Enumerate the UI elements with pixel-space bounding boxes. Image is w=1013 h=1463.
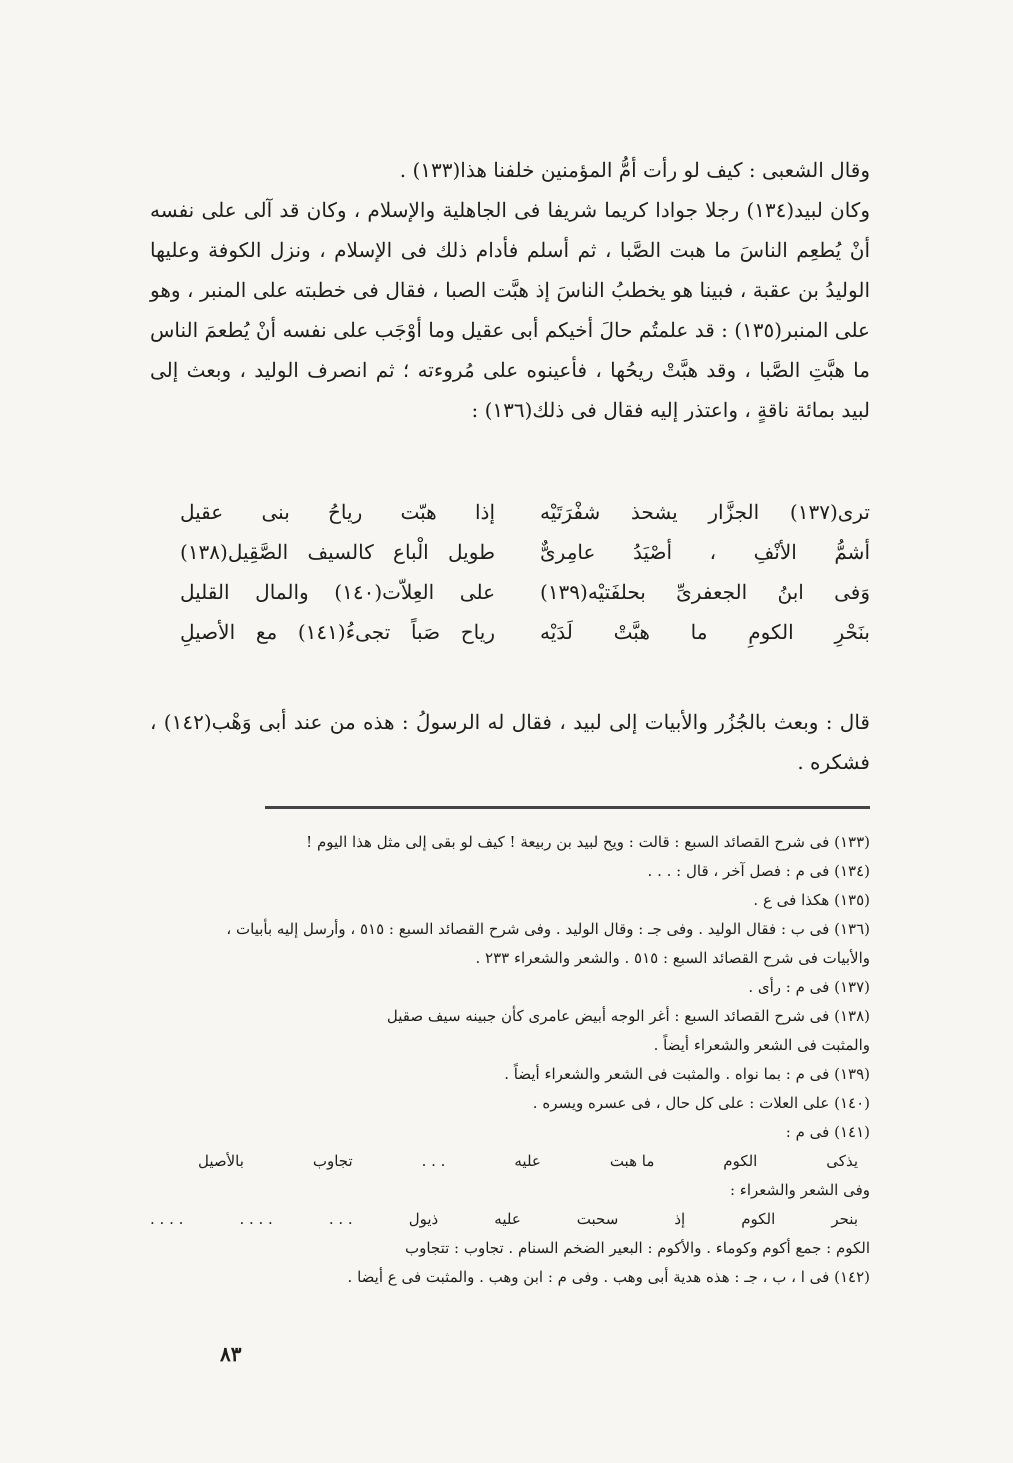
verse-word: تجاوب — [312, 1152, 353, 1170]
verse-word: عليه — [514, 1152, 541, 1170]
footnote-141-label: وفى الشعر والشعراء : — [729, 1181, 870, 1199]
footnote-verse-variant-a — [198, 1147, 858, 1176]
footnote-136: (١٣٦) فى ب : فقال الوليد . وفى جـ : وقال الوليد . وفى شرح القصائد السبع : ٥١٥ ، وأرسل إليه بأبيات ، — [226, 920, 870, 938]
main-text — [150, 150, 870, 430]
verse-hemistich-first: أشمُّ الأنْفِ ، أصْيَدُ عامِرىٌّ — [540, 540, 870, 564]
verse-hemistich-first: بنَحْرِ الكومِ ما هبَّتْ لَدَيْه — [540, 620, 870, 644]
footnote-136-cont: والأبيات فى شرح القصائد السبع : ٥١٥ . والشعر والشعراء ٢٣٣ . — [475, 949, 870, 967]
footnote-133: (١٣٣) فى شرح القصائد السبع : قالت : ويح لبيد بن ربيعة ! كيف لو بقى إلى مثل هذا اليوم ! — [306, 833, 870, 851]
verse-word: بالأصيل — [198, 1152, 244, 1170]
verse-word: الكوم — [723, 1152, 758, 1170]
footnote-137: (١٣٧) فى م : رأى . — [748, 978, 870, 996]
footnote-138-cont: والمثبت فى الشعر والشعراء أيضاً . — [653, 1036, 870, 1054]
verse-word: . . . — [328, 1210, 353, 1228]
poem — [180, 492, 870, 652]
footnote-verse-variant-b — [150, 1205, 858, 1234]
verse-hemistich-second: إذا هبّت رياحُ بنى عقيل — [180, 500, 495, 524]
verse-word: إذ — [674, 1210, 686, 1228]
paragraph-2: وكان لبيد(١٣٤) رجلا جوادا كريما شريفا فى الجاهلية والإسلام ، وكان قد آلى على نفسه أنْ يُطعِم الناسَ ما هبت الصَّبا ، ثم أسلم فأدام ذلك فى الإسلام ، ونزل الكوفة وعليها الوليدُ بن عقبة ، فبينا هو يخطبُ الناسَ إذ هبَّت الصبا ، فقال فى خطبته على المنبر ، وهو على المنبر(١٣٥) : قد علمتُم حالَ أخيكم أبى عقيل وما أوْجَب على نفسه أنْ يُطعمَ الناس ما هبَّتِ الصَّبا ، وقد هبَّتْ ريحُها ، فأعينوه على مُروءته ؛ ثم انصرف الوليد ، وبعث إلى لبيد بمائة ناقةٍ ، واعتذر إليه فقال فى ذلك(١٣٦) : — [150, 198, 871, 422]
verse-hemistich-second: على العِلاّت(١٤٠) والمال القليل — [180, 580, 495, 604]
verse-word: ما هبت — [609, 1152, 655, 1170]
verse-line — [180, 612, 870, 652]
verse-word: عليه — [494, 1210, 521, 1228]
verse-word: يذكى — [826, 1152, 858, 1170]
footnote-139: (١٣٩) فى م : بما نواه . والمثبت فى الشعر والشعراء أيضاً . — [504, 1065, 870, 1083]
verse-word: . . . . — [239, 1210, 273, 1228]
verse-line — [180, 492, 870, 532]
verse-line — [180, 572, 870, 612]
verse-word: الكوم — [741, 1210, 776, 1228]
verse-word: بنحر — [831, 1210, 858, 1228]
verse-line — [180, 532, 870, 572]
footnotes — [150, 828, 870, 1292]
footnote-134: (١٣٤) فى م : فصل آخر ، قال : . . . — [647, 862, 870, 880]
verse-word: . . . . — [150, 1210, 184, 1228]
closing-paragraph — [150, 702, 870, 782]
verse-hemistich-first: ترى(١٣٧) الجزَّار يشحذ شفْرَتَيْه — [540, 500, 870, 524]
verse-word: سحبت — [576, 1210, 619, 1228]
verse-word: ذيول — [408, 1210, 439, 1228]
verse-hemistich-first: وَفى ابنُ الجعفرىِّ بحلفَتيْه(١٣٩) — [540, 580, 870, 604]
verse-hemistich-second: رياح صَباً تجىءُ(١٤١) مع الأصيلِ — [180, 620, 495, 644]
verse-word: . . . — [421, 1152, 446, 1170]
footnote-141-gloss: الكوم : جمع أكوم وكوماء . والأكوم : البعير الضخم السنام . تجاوب : تتجاوب — [404, 1239, 870, 1257]
footnote-142: (١٤٢) فى ا ، ب ، جـ : هذه هدية أبى وهب . وفى م : ابن وهب . والمثبت فى ع أيضا . — [347, 1268, 870, 1286]
footnote-divider — [265, 806, 870, 809]
closing-text: قال : وبعث بالجُزُر والأبيات إلى لبيد ، فقال له الرسولُ : هذه من عند أبى وَهْب(١٤٢) ، فشكره . — [150, 710, 870, 774]
footnote-135: (١٣٥) هكذا فى ع . — [753, 891, 870, 909]
footnote-138: (١٣٨) فى شرح القصائد السبع : أغر الوجه أبيض عامرى كأن جبينه سيف صقيل — [386, 1007, 870, 1025]
page-number: ٨٣ — [220, 1342, 242, 1366]
paragraph-1: وقال الشعبى : كيف لو رأت أمُّ المؤمنين خلفنا هذا(١٣٣) . — [399, 158, 870, 182]
verse-hemistich-second: طويل الْباع كالسيف الصَّقِيل(١٣٨) — [180, 540, 495, 564]
footnote-141: (١٤١) فى م : — [785, 1123, 870, 1141]
footnote-140: (١٤٠) على العلات : على كل حال ، فى عسره ويسره . — [532, 1094, 870, 1112]
